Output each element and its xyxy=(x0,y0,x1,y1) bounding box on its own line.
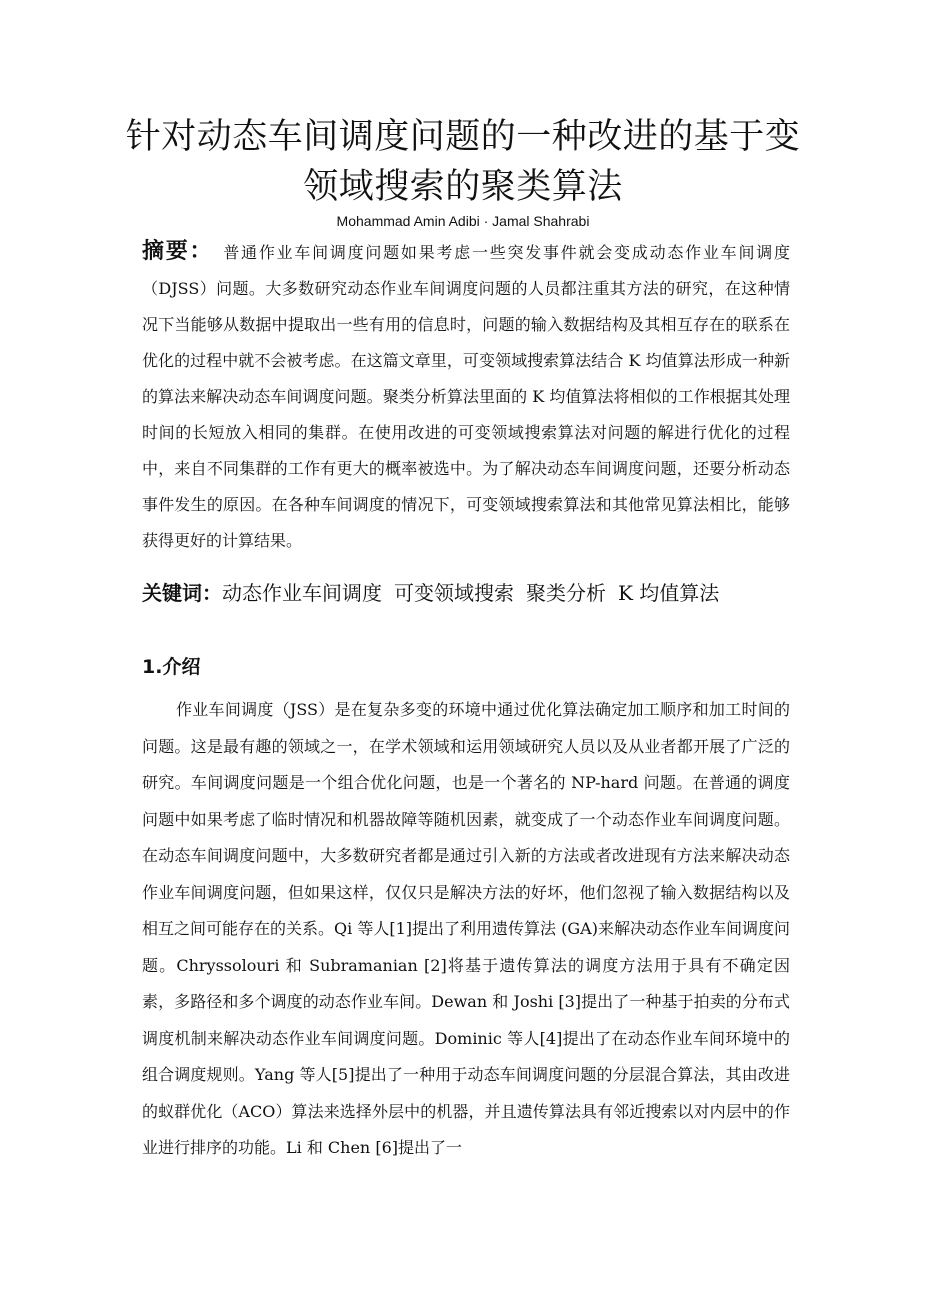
intro-paragraph: 作业车间调度（JSS）是在复杂多变的环境中通过优化算法确定加工顺序和加工时间的问题。这是最有趣的领域之一，在学术领域和运用领域研究人员以及从业者都开展了广泛的研究。车间调度问题是一个组合优化问题，也是一个著名的 NP-hard 问题。在普通的调度问题中如果考虑了临时情况和机器故障等随机因素，就变成了一个动态作业车间调度问题。在动态车间调度问题中，大多数研究者都是通过引入新的方法或者改进现有方法来解决动态作业车间调度问题，但如果这样，仅仅只是解决方法的好坏，他们忽视了输入数据结构以及相互之间可能存在的关系。Qi 等人[1]提出了利用遗传算法 (GA)来解决动态作业车间调度问题。Chryssolouri 和 Subramanian [2]将基于遗传算法的调度方法用于具有不确定因素，多路径和多个调度的动态作业车间。Dewan 和 Joshi [3]提出了一种基于拍卖的分布式调度机制来解决动态作业车间调度问题。Dominic 等人[4]提出了在动态作业车间环境中的组合调度规则。Yang 等人[5]提出了一种用于动态车间调度问题的分层混合算法，其由改进的蚁群优化（ACO）算法来选择外层中的机器，并且遗传算法具有邻近搜索以对内层中的作业进行排序的功能。Li 和 Chen [6]提出了一 xyxy=(142,700,790,1157)
abstract-block xyxy=(142,234,790,559)
paper-title: 针对动态车间调度问题的一种改进的基于变领域搜索的聚类算法 xyxy=(125,117,801,207)
author-line: Mohammad Amin Adibi · Jamal Shahrabi xyxy=(336,213,590,229)
abstract-text: 普通作业车间调度问题如果考虑一些突发事件就会变成动态作业车间调度（DJSS）问题。大多数研究动态作业车间调度问题的人员都注重其方法的研究，在这种情况下当能够从数据中提取出一些有用的信息时，问题的输入数据结构及其相互存在的联系在优化的过程中就不会被考虑。在这篇文章里，可变领域搜索算法结合 K 均值算法形成一种新的算法来解决动态车间调度问题。聚类分析算法里面的 K 均值算法将相似的工作根据其处理时间的长短放入相同的集群。在使用改进的可变领域搜索算法对问题的解进行优化的过程中，来自不同集群的工作有更大的概率被选中。为了解决动态车间调度问题，还要分析动态事件发生的原因。在各种车间调度的情况下，可变领域搜索算法和其他常见算法相比，能够获得更好的计算结果。 xyxy=(142,243,790,550)
section-heading: 1.介绍 xyxy=(142,656,201,678)
keywords-label: 关键词： xyxy=(142,581,222,605)
abstract-label: 摘要： xyxy=(142,239,214,264)
keywords-line xyxy=(142,578,731,608)
keyword: 聚类分析 xyxy=(526,581,606,605)
keyword: 可变领域搜索 xyxy=(394,581,514,605)
keyword: K 均值算法 xyxy=(618,581,720,605)
keyword: 动态作业车间调度 xyxy=(222,581,382,605)
